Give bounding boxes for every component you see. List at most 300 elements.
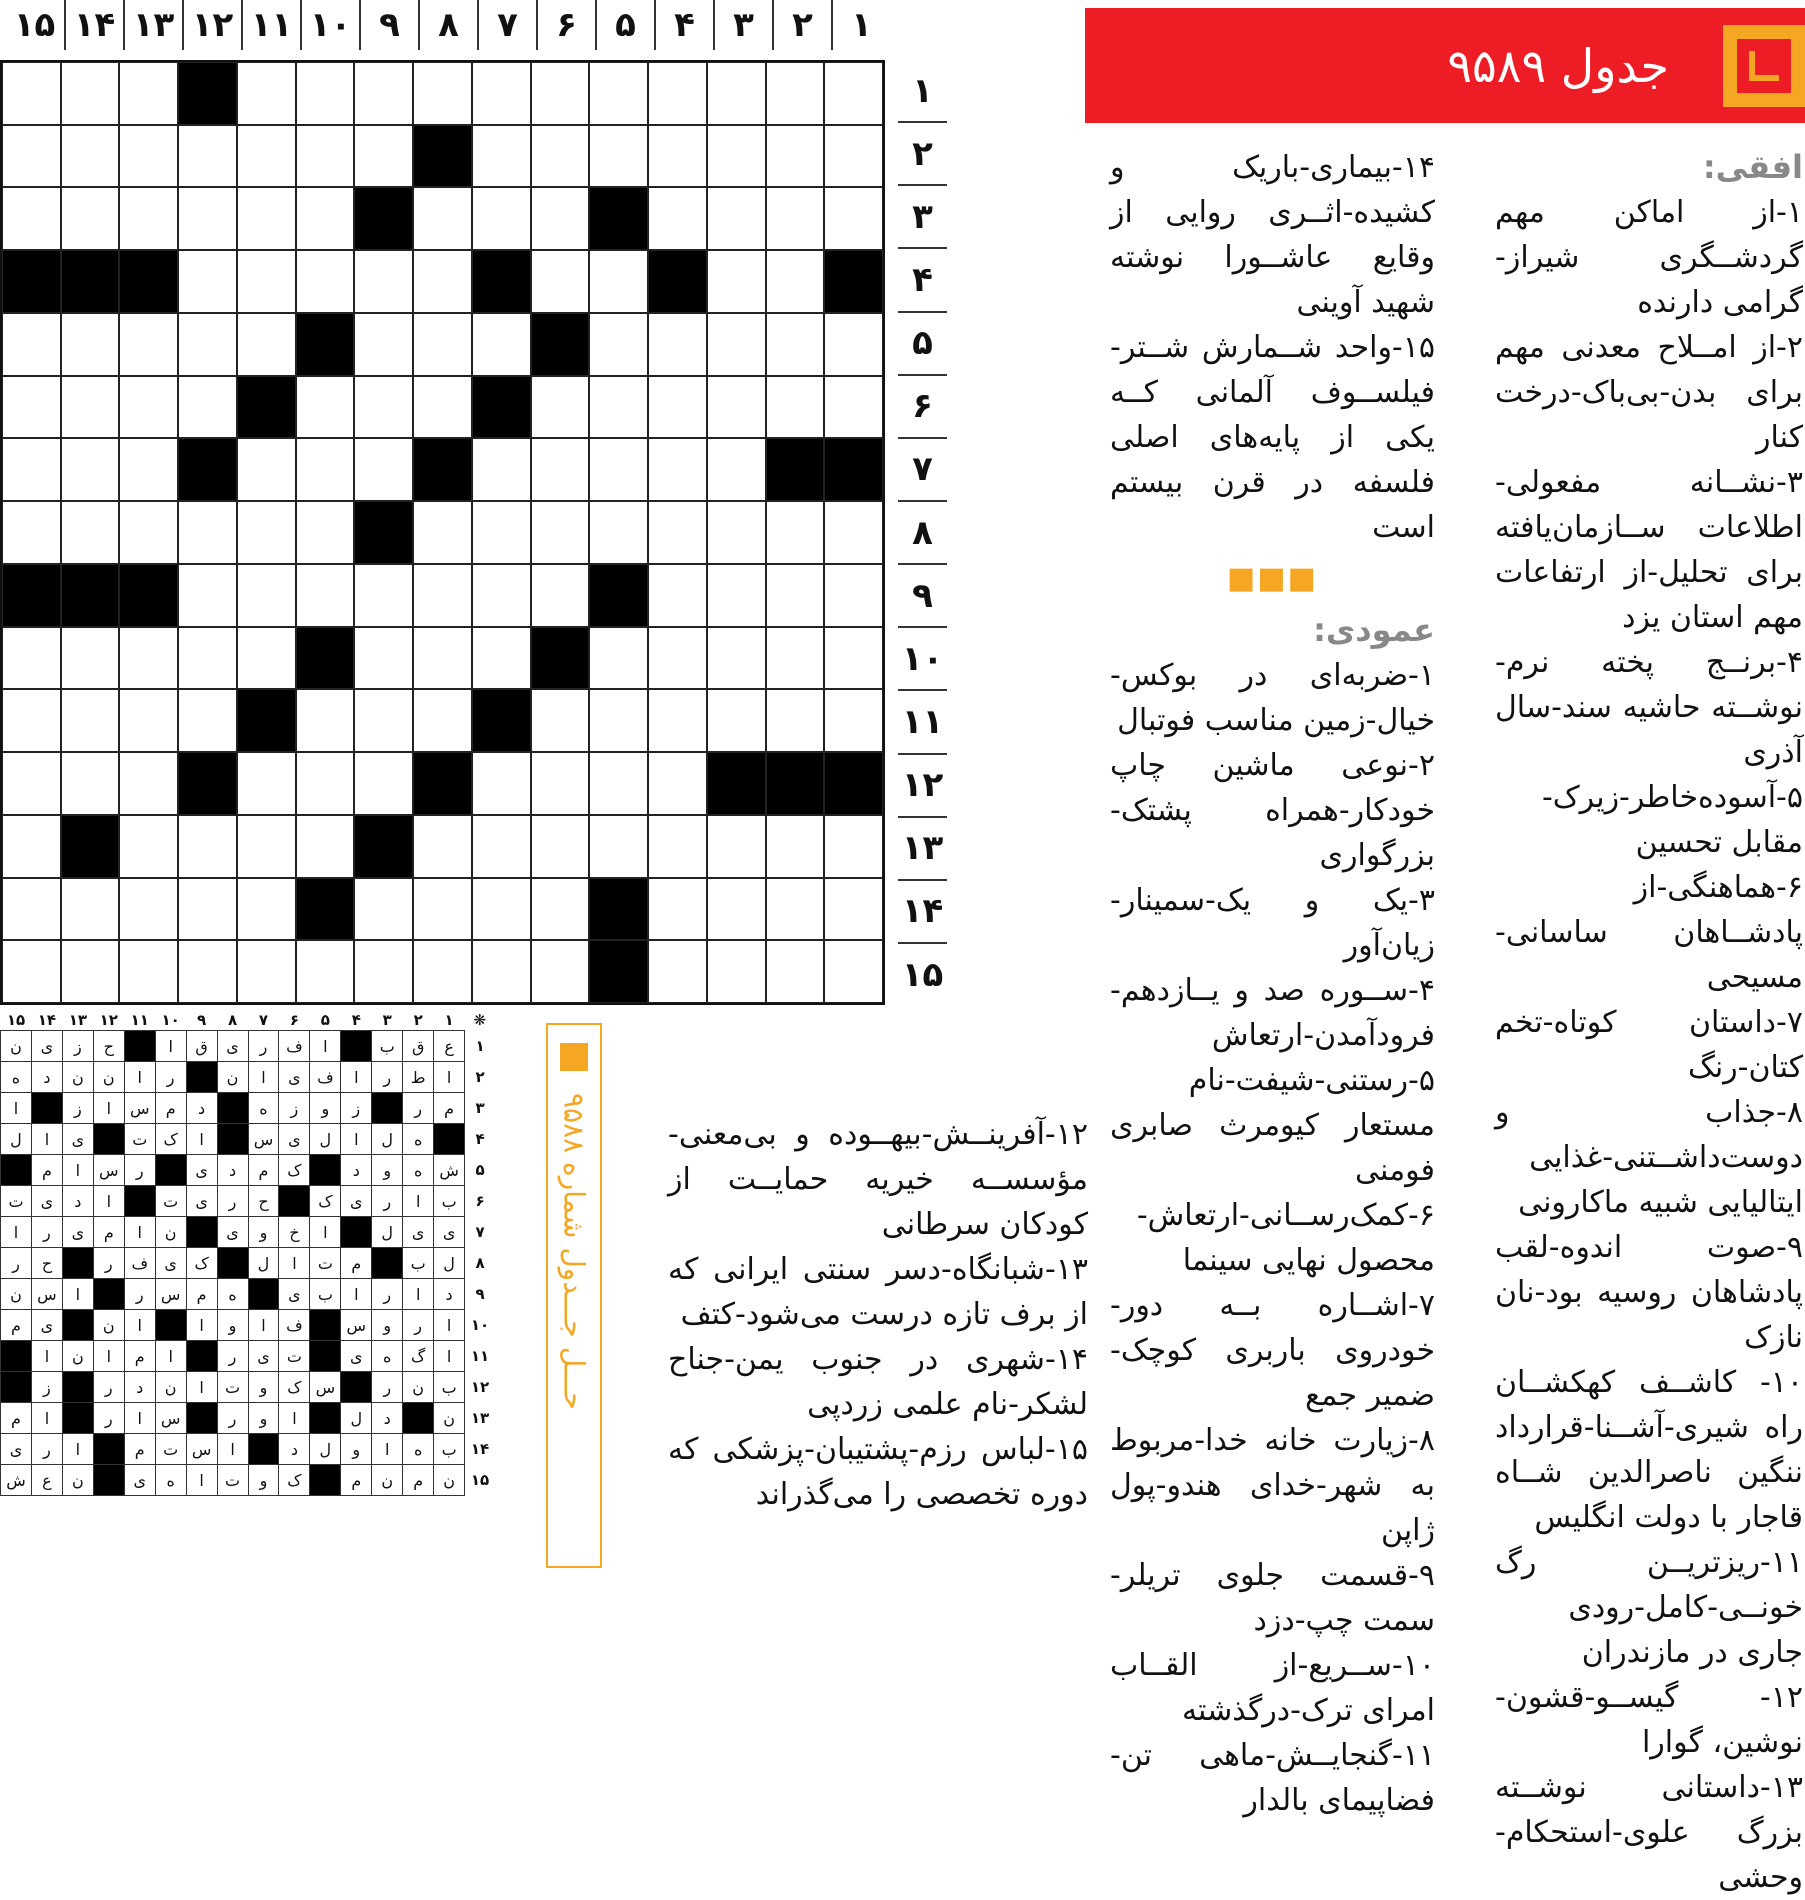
clue: ۸-زیارت خانه خدا-مربوط به شهر-خدای هندو-پول ژاپن: [1110, 1423, 1435, 1548]
grid-cell[interactable]: [824, 689, 883, 752]
grid-cell[interactable]: [707, 438, 766, 501]
clue: ۵-رستنی-شیفت-نام مستعار کیومرث صابری فومنی: [1110, 1063, 1435, 1188]
solution-black-cell: [186, 1341, 217, 1372]
grid-cell[interactable]: [648, 313, 707, 376]
solution-cell: ل: [310, 1124, 341, 1155]
grid-cell[interactable]: [296, 501, 355, 564]
grid-cell[interactable]: [178, 187, 237, 250]
grid-cell[interactable]: [2, 187, 61, 250]
solution-cell: ت: [155, 1186, 186, 1217]
grid-cell[interactable]: [178, 313, 237, 376]
grid-cell[interactable]: [354, 250, 413, 313]
grid-cell[interactable]: [707, 940, 766, 1003]
grid-cell[interactable]: [648, 940, 707, 1003]
grid-cell[interactable]: [61, 187, 120, 250]
grid-cell[interactable]: [237, 878, 296, 941]
grid-cell[interactable]: [119, 125, 178, 188]
grid-cell[interactable]: [472, 438, 531, 501]
grid-cell[interactable]: [61, 940, 120, 1003]
grid-cell[interactable]: [648, 752, 707, 815]
solution-cell: ن: [62, 1062, 93, 1093]
solution-row-number: ۱۳: [470, 1409, 490, 1427]
grid-cell[interactable]: [237, 62, 296, 125]
solution-cell: ی: [403, 1217, 434, 1248]
grid-cell[interactable]: [296, 62, 355, 125]
row-number: ۱: [898, 60, 947, 123]
grid-cell[interactable]: [531, 815, 590, 878]
grid-cell[interactable]: [2, 689, 61, 752]
grid-cell[interactable]: [766, 125, 825, 188]
grid-cell[interactable]: [648, 689, 707, 752]
grid-cell[interactable]: [766, 250, 825, 313]
solution-cell: د: [341, 1155, 372, 1186]
clue: ۱۲-آفرینــش-بیهــوده و بی‌معنی-مؤسســه خیریه حمایــت از کودکان سرطانی: [668, 1117, 1088, 1242]
grid-cell[interactable]: [707, 313, 766, 376]
row-number: ۲: [898, 123, 947, 186]
solution-cell: ه: [248, 1093, 279, 1124]
grid-cell[interactable]: [472, 187, 531, 250]
grid-cell[interactable]: [413, 878, 472, 941]
grid-cell[interactable]: [707, 250, 766, 313]
grid-cell[interactable]: [648, 878, 707, 941]
grid-cell[interactable]: [354, 627, 413, 690]
row-number: ۱۴: [898, 881, 947, 944]
grid-cell[interactable]: [413, 815, 472, 878]
grid-cell[interactable]: [119, 62, 178, 125]
solution-black-cell: [124, 1186, 155, 1217]
solution-row-number: ۱۲: [470, 1378, 490, 1396]
grid-cell[interactable]: [531, 125, 590, 188]
solution-cell: ا: [248, 1062, 279, 1093]
grid-cell[interactable]: [237, 564, 296, 627]
solution-cell: ا: [186, 1372, 217, 1403]
column-number: ۱۰: [300, 0, 359, 50]
solution-cell: د: [62, 1186, 93, 1217]
grid-cell[interactable]: [589, 438, 648, 501]
solution-cell: ح: [248, 1186, 279, 1217]
solution-black-cell: [93, 1124, 124, 1155]
grid-cell[interactable]: [178, 878, 237, 941]
solution-black-cell: [1, 1341, 32, 1372]
grid-cell[interactable]: [61, 501, 120, 564]
grid-cell[interactable]: [707, 501, 766, 564]
row-number: ۹: [898, 565, 947, 628]
solution-cell: م: [1, 1310, 32, 1341]
grid-cell[interactable]: [2, 62, 61, 125]
grid-cell[interactable]: [119, 313, 178, 376]
grid-cell[interactable]: [531, 940, 590, 1003]
grid-cell[interactable]: [648, 627, 707, 690]
grid-cell[interactable]: [766, 815, 825, 878]
solution-cell: و: [372, 1155, 403, 1186]
grid-cell[interactable]: [296, 438, 355, 501]
grid-cell[interactable]: [589, 125, 648, 188]
row-number: ۱۲: [898, 755, 947, 818]
row-number: ۵: [898, 313, 947, 376]
grid-cell[interactable]: [61, 689, 120, 752]
grid-cell[interactable]: [296, 376, 355, 439]
solution-cell: ف: [279, 1310, 310, 1341]
grid-cell[interactable]: [707, 376, 766, 439]
grid-cell[interactable]: [707, 187, 766, 250]
grid-cell[interactable]: [413, 376, 472, 439]
grid-cell[interactable]: [296, 940, 355, 1003]
grid-cell[interactable]: [472, 752, 531, 815]
grid-cell[interactable]: [413, 940, 472, 1003]
grid-cell[interactable]: [824, 627, 883, 690]
grid-cell[interactable]: [2, 815, 61, 878]
grid-black-cell: [413, 438, 472, 501]
grid-cell[interactable]: [589, 376, 648, 439]
grid-cell[interactable]: [589, 250, 648, 313]
grid-cell[interactable]: [648, 125, 707, 188]
grid-cell[interactable]: [707, 815, 766, 878]
grid-cell[interactable]: [472, 564, 531, 627]
solution-cell: ی: [434, 1217, 465, 1248]
solution-cell: ر: [93, 1248, 124, 1279]
solution-cell: ه: [372, 1341, 403, 1372]
across-clues: [1495, 190, 1803, 1900]
grid-cell[interactable]: [296, 689, 355, 752]
solution-cell: ر: [248, 1031, 279, 1062]
across-clues-continued: [1110, 145, 1435, 550]
grid-cell[interactable]: [472, 815, 531, 878]
clue: ۱۰-ســریع-از القــاب امرای ترک-درگذشته: [1110, 1648, 1435, 1728]
solution-black-cell: [310, 1341, 341, 1372]
grid-cell[interactable]: [472, 62, 531, 125]
solution-cell: س: [93, 1155, 124, 1186]
solution-cell: ن: [403, 1372, 434, 1403]
solution-black-cell: [186, 1062, 217, 1093]
solution-cell: ر: [372, 1279, 403, 1310]
solution-cell: م: [186, 1279, 217, 1310]
grid-cell[interactable]: [472, 501, 531, 564]
grid-cell[interactable]: [648, 501, 707, 564]
grid-cell[interactable]: [413, 187, 472, 250]
solution-cell: ح: [93, 1031, 124, 1062]
grid-cell[interactable]: [237, 940, 296, 1003]
grid-cell[interactable]: [531, 438, 590, 501]
solution-cell: ا: [93, 1093, 124, 1124]
grid-cell[interactable]: [648, 564, 707, 627]
solution-cell: ی: [31, 1031, 62, 1062]
grid-cell[interactable]: [296, 125, 355, 188]
grid-cell[interactable]: [119, 376, 178, 439]
solution-label: [546, 1023, 602, 1568]
grid-cell[interactable]: [2, 438, 61, 501]
solution-cell: ر: [403, 1093, 434, 1124]
grid-cell[interactable]: [178, 564, 237, 627]
column-number: ۱۵: [13, 5, 56, 45]
grid-cell[interactable]: [531, 564, 590, 627]
grid-cell[interactable]: [707, 62, 766, 125]
grid-cell[interactable]: [119, 752, 178, 815]
grid-cell[interactable]: [178, 627, 237, 690]
grid-cell[interactable]: [472, 878, 531, 941]
grid-cell[interactable]: [531, 752, 590, 815]
grid-cell[interactable]: [531, 187, 590, 250]
grid-cell[interactable]: [61, 627, 120, 690]
grid-cell[interactable]: [766, 940, 825, 1003]
solution-black-cell: [217, 1093, 248, 1124]
grid-cell[interactable]: [531, 376, 590, 439]
solution-cell: ت: [124, 1124, 155, 1155]
grid-cell[interactable]: [119, 689, 178, 752]
solution-cell: ی: [186, 1155, 217, 1186]
grid-black-cell: [178, 752, 237, 815]
grid-cell[interactable]: [354, 62, 413, 125]
grid-cell[interactable]: [2, 501, 61, 564]
column-number: ۶: [536, 0, 595, 50]
solution-cell: و: [372, 1310, 403, 1341]
grid-cell[interactable]: [354, 564, 413, 627]
grid-cell[interactable]: [354, 752, 413, 815]
solution-cell: ا: [124, 1217, 155, 1248]
solution-cell: ی: [217, 1031, 248, 1062]
grid-cell[interactable]: [707, 125, 766, 188]
grid-cell[interactable]: [413, 689, 472, 752]
grid-cell[interactable]: [707, 878, 766, 941]
grid-cell[interactable]: [178, 376, 237, 439]
grid-cell[interactable]: [354, 940, 413, 1003]
grid-cell[interactable]: [61, 62, 120, 125]
grid-cell[interactable]: [296, 752, 355, 815]
solution-column-number: ۹: [197, 1011, 207, 1029]
grid-cell[interactable]: [766, 62, 825, 125]
grid-cell[interactable]: [413, 501, 472, 564]
grid-cell[interactable]: [413, 627, 472, 690]
grid-cell[interactable]: [531, 501, 590, 564]
grid-cell[interactable]: [648, 815, 707, 878]
solution-cell: ر: [217, 1403, 248, 1434]
solution-cell: ط: [403, 1062, 434, 1093]
grid-cell[interactable]: [824, 125, 883, 188]
row-number: ۷: [898, 439, 947, 502]
grid-cell[interactable]: [472, 313, 531, 376]
grid-cell[interactable]: [354, 438, 413, 501]
solution-cell: ل: [372, 1124, 403, 1155]
solution-cell: ا: [31, 1341, 62, 1372]
grid-cell[interactable]: [766, 878, 825, 941]
grid-cell[interactable]: [472, 627, 531, 690]
grid-cell[interactable]: [707, 689, 766, 752]
grid-cell[interactable]: [707, 627, 766, 690]
grid-cell[interactable]: [119, 878, 178, 941]
clue: ۲-از امــلاح معدنی مهم برای بدن-بی‌باک-درخت کنار: [1495, 330, 1803, 455]
grid-cell[interactable]: [61, 376, 120, 439]
solution-cell: ا: [62, 1434, 93, 1465]
middle-column: [1110, 145, 1435, 1823]
grid-cell[interactable]: [237, 438, 296, 501]
solution-cell: ن: [217, 1062, 248, 1093]
solution-cell: ق: [403, 1031, 434, 1062]
crossword-grid[interactable]: [0, 60, 885, 1005]
solution-column-number: ۱۳: [68, 1011, 88, 1029]
grid-cell[interactable]: [531, 62, 590, 125]
grid-cell[interactable]: [296, 250, 355, 313]
grid-cell[interactable]: [824, 940, 883, 1003]
solution-cell: س: [310, 1372, 341, 1403]
grid-cell[interactable]: [61, 125, 120, 188]
grid-cell[interactable]: [119, 815, 178, 878]
grid-cell[interactable]: [589, 501, 648, 564]
grid-cell[interactable]: [178, 815, 237, 878]
grid-cell[interactable]: [648, 62, 707, 125]
solution-cell: م: [93, 1217, 124, 1248]
grid-cell[interactable]: [2, 313, 61, 376]
grid-cell[interactable]: [766, 376, 825, 439]
grid-cell[interactable]: [296, 815, 355, 878]
grid-cell[interactable]: [413, 564, 472, 627]
grid-cell[interactable]: [119, 438, 178, 501]
clue: ۵-آسوده‌خاطر-زیرک-مقابل تحسین: [1541, 780, 1803, 860]
grid-cell[interactable]: [589, 752, 648, 815]
down-heading: عمودی:: [1313, 611, 1435, 649]
grid-cell[interactable]: [2, 376, 61, 439]
clue: ۱۴-بیماری-باریک و کشیده-اثــری روایی از وقایع عاشــورا نوشته شهید آوینی: [1110, 150, 1435, 320]
solution-cell: ر: [124, 1155, 155, 1186]
solution-cell: ع: [31, 1465, 62, 1496]
grid-cell[interactable]: [413, 313, 472, 376]
grid-cell[interactable]: [824, 187, 883, 250]
grid-cell[interactable]: [824, 376, 883, 439]
solution-grid: [0, 1010, 495, 1496]
grid-black-cell: [178, 438, 237, 501]
grid-black-cell: [589, 940, 648, 1003]
solution-black-cell: [310, 1155, 341, 1186]
grid-cell[interactable]: [354, 689, 413, 752]
solution-cell: ی: [124, 1465, 155, 1496]
solution-cell: خ: [279, 1217, 310, 1248]
grid-cell[interactable]: [531, 250, 590, 313]
grid-cell[interactable]: [61, 752, 120, 815]
grid-cell[interactable]: [237, 627, 296, 690]
grid-cell[interactable]: [413, 250, 472, 313]
grid-cell[interactable]: [354, 313, 413, 376]
grid-cell[interactable]: [472, 125, 531, 188]
grid-cell[interactable]: [119, 940, 178, 1003]
grid-cell[interactable]: [178, 250, 237, 313]
grid-cell[interactable]: [178, 689, 237, 752]
grid-cell[interactable]: [2, 878, 61, 941]
grid-cell[interactable]: [354, 878, 413, 941]
grid-cell[interactable]: [766, 501, 825, 564]
grid-cell[interactable]: [824, 878, 883, 941]
grid-cell[interactable]: [2, 752, 61, 815]
solution-black-cell: [1, 1372, 32, 1403]
solution-row-number: ۸: [475, 1254, 485, 1272]
grid-cell[interactable]: [296, 187, 355, 250]
grid-cell[interactable]: [589, 689, 648, 752]
solution-cell: ی: [186, 1186, 217, 1217]
grid-cell[interactable]: [824, 313, 883, 376]
grid-cell[interactable]: [824, 501, 883, 564]
grid-cell[interactable]: [61, 438, 120, 501]
grid-cell[interactable]: [61, 878, 120, 941]
grid-cell[interactable]: [2, 627, 61, 690]
column-number: ۹: [359, 0, 418, 50]
solution-black-cell: [372, 1248, 403, 1279]
grid-cell[interactable]: [178, 125, 237, 188]
page-title: جدول ۹۵۸۹: [1447, 38, 1669, 93]
solution-cell: ب: [434, 1186, 465, 1217]
grid-cell[interactable]: [824, 564, 883, 627]
solution-title: حـــل جـــدول شماره ۹۵۸۸: [557, 1093, 591, 1410]
grid-cell[interactable]: [648, 187, 707, 250]
grid-cell[interactable]: [2, 940, 61, 1003]
grid-cell[interactable]: [119, 627, 178, 690]
grid-cell[interactable]: [766, 627, 825, 690]
grid-cell[interactable]: [531, 878, 590, 941]
grid-cell[interactable]: [119, 501, 178, 564]
grid-cell[interactable]: [237, 815, 296, 878]
grid-cell[interactable]: [237, 313, 296, 376]
solution-cell: م: [341, 1465, 372, 1496]
grid-cell[interactable]: [354, 376, 413, 439]
grid-cell[interactable]: [119, 187, 178, 250]
solution-cell: ر: [372, 1372, 403, 1403]
clue: ۱۱-ریزتریــن رگ خونــی-کامل-رودی جاری در مازندران: [1495, 1545, 1803, 1670]
grid-cell[interactable]: [237, 125, 296, 188]
grid-cell[interactable]: [824, 815, 883, 878]
grid-cell[interactable]: [648, 438, 707, 501]
grid-cell[interactable]: [589, 815, 648, 878]
grid-cell[interactable]: [824, 62, 883, 125]
grid-black-cell: [766, 438, 825, 501]
grid-cell[interactable]: [766, 689, 825, 752]
solution-black-cell: [434, 1124, 465, 1155]
grid-cell[interactable]: [413, 62, 472, 125]
across-heading: افقی:: [1702, 148, 1803, 186]
grid-black-cell: [589, 187, 648, 250]
grid-cell[interactable]: [237, 752, 296, 815]
column-number: ۴: [654, 0, 713, 50]
solution-cell: ک: [279, 1372, 310, 1403]
clue: ۱۳-داستانی نوشــته بزرگ علوی-استحکام-وحشی: [1495, 1770, 1803, 1895]
grid-cell[interactable]: [2, 125, 61, 188]
grid-cell[interactable]: [766, 564, 825, 627]
grid-cell[interactable]: [707, 564, 766, 627]
grid-cell[interactable]: [766, 313, 825, 376]
grid-cell[interactable]: [589, 62, 648, 125]
grid-cell[interactable]: [296, 564, 355, 627]
solution-cell: ی: [217, 1217, 248, 1248]
solution-cell: م: [434, 1093, 465, 1124]
grid-cell[interactable]: [61, 313, 120, 376]
grid-cell[interactable]: [766, 187, 825, 250]
grid-cell[interactable]: [178, 501, 237, 564]
grid-cell[interactable]: [472, 940, 531, 1003]
solution-cell: م: [124, 1341, 155, 1372]
grid-cell[interactable]: [589, 627, 648, 690]
solution-cell: ز: [31, 1372, 62, 1403]
grid-cell[interactable]: [178, 940, 237, 1003]
grid-black-cell: [589, 878, 648, 941]
grid-cell[interactable]: [237, 250, 296, 313]
solution-cell: ل: [1, 1124, 32, 1155]
grid-cell[interactable]: [237, 501, 296, 564]
grid-cell[interactable]: [354, 125, 413, 188]
clue: ۴-برنــج پخته نرم-نوشــته حاشیه سند-سال آذری: [1495, 645, 1803, 770]
grid-cell[interactable]: [531, 689, 590, 752]
solution-cell: ر: [93, 1372, 124, 1403]
grid-cell[interactable]: [589, 313, 648, 376]
grid-cell[interactable]: [648, 376, 707, 439]
grid-cell[interactable]: [237, 187, 296, 250]
solution-cell: ا: [310, 1217, 341, 1248]
grid-black-cell: [413, 752, 472, 815]
column-number: ۱۱: [241, 0, 300, 50]
